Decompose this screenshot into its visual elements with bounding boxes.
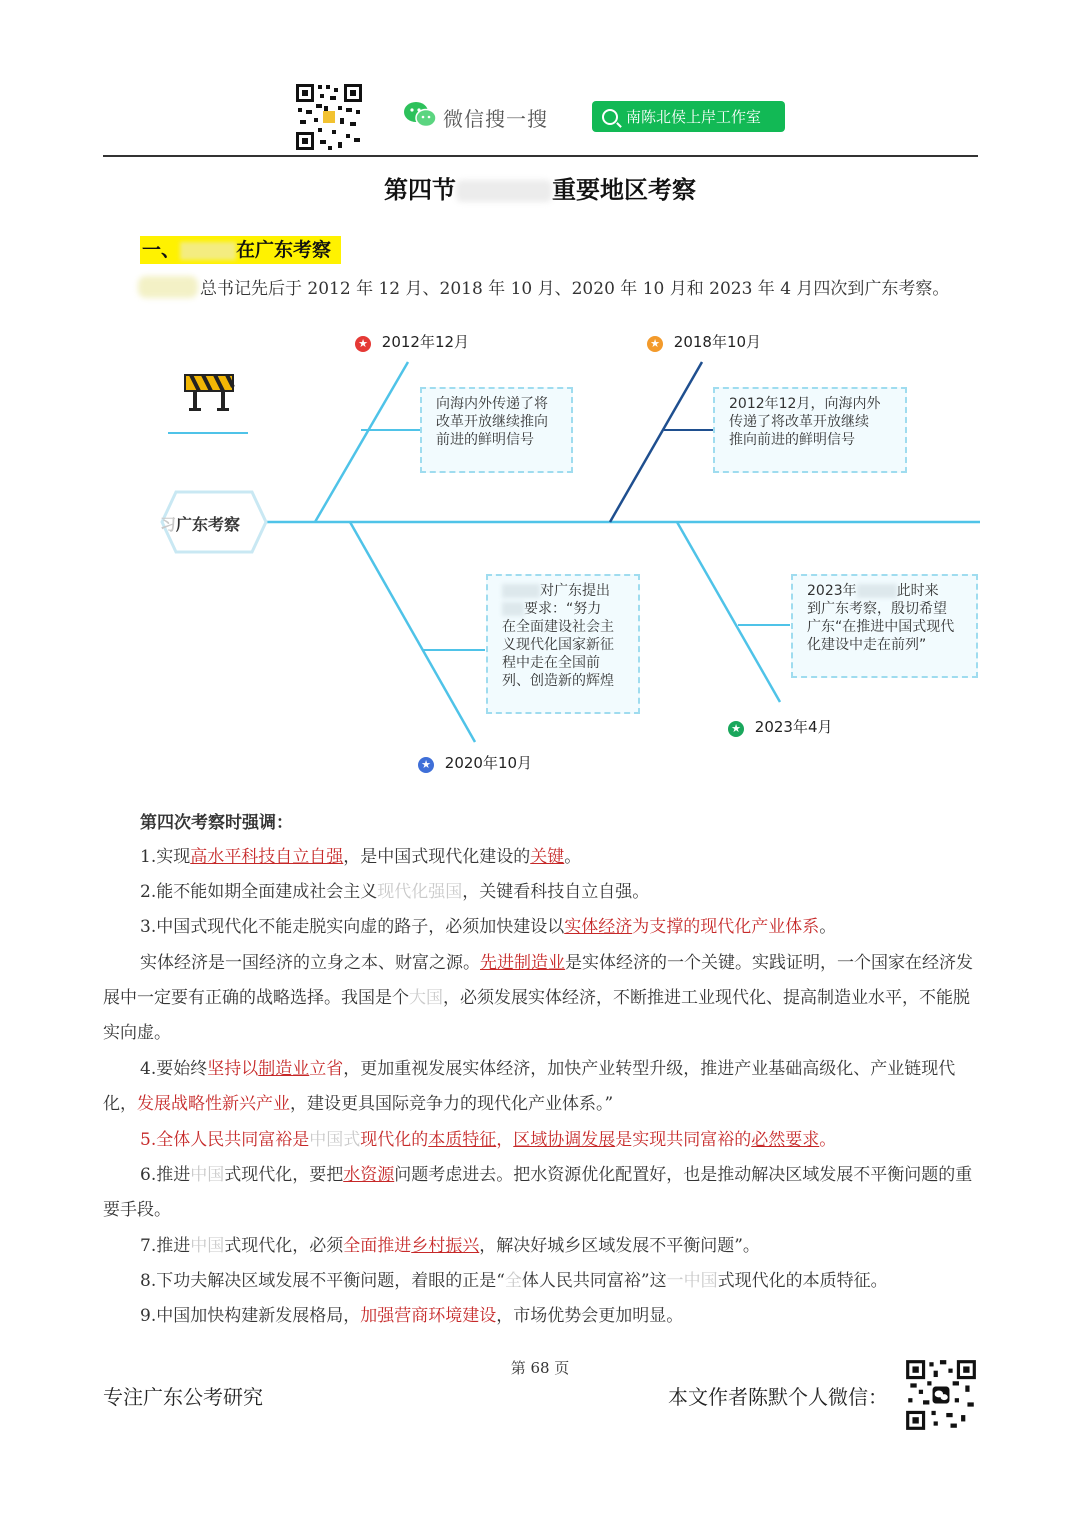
section-title-left: 第四节 xyxy=(384,176,456,204)
item-9-highlight: 加强营商环境建设 xyxy=(360,1306,497,1326)
section-title-right: 重要地区考察 xyxy=(552,176,696,204)
center-node-label xyxy=(160,512,240,535)
item-4-highlight: 制造业 xyxy=(258,1059,310,1079)
bone-2012 xyxy=(315,362,408,522)
box-2020-line xyxy=(502,582,624,600)
item-1-text: 。 xyxy=(564,847,582,867)
item-8-text: 式现代化的本质特征。 xyxy=(717,1271,888,1291)
item-6-text: 问题考虑进去。把水资源优化配置好，也是推动解决区域发展不平衡问题的重要手段。 xyxy=(103,1165,973,1220)
date-label-2023 xyxy=(728,716,833,737)
box-2012-line: 改革开放继续推向 xyxy=(436,414,548,430)
page-number: 第 68 页 xyxy=(510,1359,570,1377)
roadblock-icon xyxy=(185,375,233,411)
box-2020-line: 程中走在全国前 xyxy=(502,655,600,671)
bone-2023 xyxy=(677,522,780,702)
item-6-faded: 中国 xyxy=(190,1165,225,1185)
footer-right-text: 本文作者陈默个人微信： xyxy=(668,1385,888,1409)
sub-heading-prefix: 一、 xyxy=(142,239,181,261)
date-2012-text: 2012年12月 xyxy=(381,333,470,351)
item-7-text: 7.推进 xyxy=(140,1236,191,1256)
star-red-icon: ★ xyxy=(355,336,371,352)
para-highlight: 先进制造业 xyxy=(480,953,565,973)
date-label-2012 xyxy=(355,331,469,352)
box-2023-line: 到广东考察，殷切希望 xyxy=(807,601,947,617)
box-2012-line: 向海内外传递了将 xyxy=(436,396,548,412)
redacted-blur xyxy=(857,584,897,598)
item-5-highlight: 现代化的 xyxy=(360,1130,429,1150)
item-6 xyxy=(103,1158,978,1228)
search-pill-text: 南陈北侯上岸工作室 xyxy=(626,108,762,126)
box-2020 xyxy=(486,574,640,714)
item-6-highlight: 水资源 xyxy=(343,1165,395,1185)
item-9-text: ，市场优势会更加明显。 xyxy=(496,1306,684,1326)
item-3-highlight: 实体经济 xyxy=(564,917,633,937)
item-4-text: 4.要始终 xyxy=(140,1059,208,1079)
item-4 xyxy=(103,1052,978,1122)
box-2018-line: 2012年12月，向海内外 xyxy=(729,396,881,412)
item-4-highlight: 坚持以 xyxy=(207,1059,259,1079)
star-blue-icon: ★ xyxy=(418,757,434,773)
item-2-text: 2.能不能如期全面建成社会主义 xyxy=(140,882,378,902)
item-5-highlight: 区域协调发展 xyxy=(513,1130,616,1150)
item-1-highlight: 关键 xyxy=(530,847,565,867)
para-faded: 大国 xyxy=(409,988,443,1008)
box-2020-line: 义现代化国家新征 xyxy=(502,637,614,653)
body-heading: 第四次考察时强调： xyxy=(140,813,293,833)
box-2020-line: 在全面建设社会主 xyxy=(502,619,614,635)
box-2023-line: 广东“在推进中国式现代 xyxy=(807,619,955,635)
box-2020-line xyxy=(502,600,624,618)
box-2018-line: 推向前进的鲜明信号 xyxy=(729,432,855,448)
star-green-icon: ★ xyxy=(728,721,744,737)
item-6-text: 6.推进 xyxy=(140,1165,191,1185)
date-2018-text: 2018年10月 xyxy=(673,333,762,351)
box-2018 xyxy=(713,387,907,473)
box-2023-line: 化建设中走在前列” xyxy=(807,637,927,653)
item-8-text: 体人民共同富裕”这 xyxy=(521,1271,667,1291)
box-2023-text: 此时来 xyxy=(896,583,939,599)
item-3-text: 。 xyxy=(819,917,837,937)
box-2020-text: 要求：“努力 xyxy=(524,601,602,617)
box-2023-line xyxy=(807,582,962,600)
item-5-highlight: 必然要求 xyxy=(751,1130,820,1150)
box-2020-line: 列、创造新的辉煌 xyxy=(502,673,614,689)
item-5-highlight: ， xyxy=(496,1130,514,1150)
redacted-blur xyxy=(502,602,524,616)
redacted-blur xyxy=(180,242,236,260)
item-8-faded: 全 xyxy=(504,1271,522,1291)
item-3-highlight: 为支撑的现代化产业体系 xyxy=(632,917,820,937)
box-2018-line: 传递了将改革开放继续 xyxy=(729,414,869,430)
item-5-highlight: 本质特征 xyxy=(428,1130,497,1150)
para-real-economy xyxy=(103,946,978,1051)
item-5-faded: 中国式 xyxy=(309,1130,361,1150)
item-7-text: ，解决好城乡区域发展不平衡问题”。 xyxy=(479,1236,760,1256)
sub-heading-suffix: 在广东考察 xyxy=(236,239,332,261)
item-4-text: ，更加重视发展实体经济，加快产业转型升级，推进产业基础高级化、产业链现代化， xyxy=(103,1059,956,1114)
para-text: ，必须发展实体经济，不断推进工业现代化、提高制造业水平，不能脱实向虚。 xyxy=(103,988,970,1043)
item-8-faded: 一中国 xyxy=(666,1271,718,1291)
item-5-highlight: 是实现共同富裕的 xyxy=(615,1130,752,1150)
item-3 xyxy=(140,910,836,945)
sub-heading-guangdong xyxy=(140,236,341,264)
item-2 xyxy=(140,875,649,910)
item-5 xyxy=(140,1123,836,1158)
intro-text: 总书记先后于 2012 年 12 月、2018 年 10 月、2020 年 10 月和 2023 年 4 月四次到广东考察。 xyxy=(200,279,950,299)
box-2023-text: 2023年 xyxy=(807,583,857,599)
item-2-text: ，关键看科技自立自强。 xyxy=(462,882,650,902)
item-9-text: 9.中国加快构建新发展格局， xyxy=(140,1306,361,1326)
box-2012-line: 前进的鲜明信号 xyxy=(436,432,534,448)
qr-code-header xyxy=(294,82,364,152)
item-3-text: 3.中国式现代化不能走脱实向虚的路子，必须加快建设以 xyxy=(140,917,565,937)
item-7-highlight: 乡村振兴 xyxy=(411,1236,480,1256)
item-6-text: 式现代化，要把 xyxy=(224,1165,344,1185)
qr-code-footer xyxy=(904,1358,978,1432)
item-9 xyxy=(140,1299,683,1334)
star-orange-icon: ★ xyxy=(647,336,663,352)
item-1-text: 1.实现 xyxy=(140,847,191,867)
item-1 xyxy=(140,840,581,875)
section-title xyxy=(0,170,1080,205)
wechat-logo-icon xyxy=(403,101,437,129)
item-4-highlight: 发展战略性新兴产业 xyxy=(137,1094,290,1114)
bone-2018 xyxy=(610,362,702,522)
item-8-text: 8.下功夫解决区域发展不平衡问题，着眼的正是“ xyxy=(140,1271,505,1291)
date-label-2018 xyxy=(647,331,761,352)
item-5-highlight: 。 xyxy=(819,1130,837,1150)
header-rule xyxy=(103,155,978,157)
item-7-faded: 中国 xyxy=(190,1236,225,1256)
date-label-2020 xyxy=(418,752,532,773)
redacted-blur xyxy=(138,276,198,298)
item-1-text: ，是中国式现代化建设的 xyxy=(343,847,531,867)
item-7-text: 式现代化，必须 xyxy=(224,1236,344,1256)
item-8 xyxy=(140,1264,888,1299)
item-4-text: ，建设更具国际竞争力的现代化产业体系。” xyxy=(290,1094,614,1114)
box-2012 xyxy=(420,387,573,473)
item-5-highlight: 5.全体人民共同富裕是 xyxy=(140,1130,310,1150)
wechat-search-label: 微信搜一搜 xyxy=(443,107,548,131)
item-2-faded: 现代化强国 xyxy=(377,882,463,902)
center-label-text: 广东考察 xyxy=(176,515,241,534)
item-7 xyxy=(140,1229,760,1264)
item-1-highlight: 高水平科技自立自强 xyxy=(190,847,344,867)
wechat-search-pill[interactable] xyxy=(592,101,785,132)
redacted-blur xyxy=(456,180,552,202)
date-2020-text: 2020年10月 xyxy=(444,754,533,772)
redacted-blur xyxy=(502,584,540,598)
item-7-highlight: 全面推进 xyxy=(343,1236,412,1256)
box-2020-text: 对广东提出 xyxy=(540,583,610,599)
date-2023-text: 2023年4月 xyxy=(754,718,833,736)
search-icon xyxy=(602,109,618,125)
para-text: 是实体经济的一个关键。实践证明，一个国家在经济发展中一定要有正确的战略选择。我国是个 xyxy=(103,953,973,1008)
center-prefix: 习 xyxy=(160,515,177,534)
box-2023 xyxy=(791,574,978,678)
bone-2020 xyxy=(350,522,475,742)
item-4-highlight: 立省 xyxy=(309,1059,344,1079)
para-text: 实体经济是一国经济的立身之本、财富之源。 xyxy=(140,953,480,973)
footer-left-text: 专注广东公考研究 xyxy=(103,1385,263,1409)
